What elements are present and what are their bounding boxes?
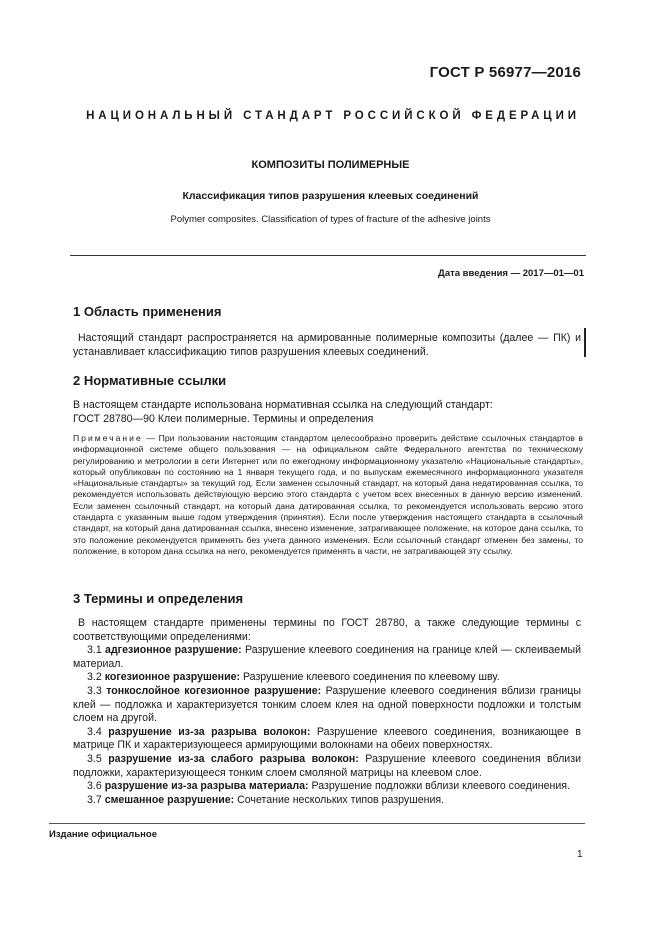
term-definition: Сочетание нескольких типов разрушения.: [234, 793, 445, 806]
term-3-4: [73, 726, 581, 753]
section1-text: [73, 332, 581, 359]
term-number: 3.6: [87, 780, 102, 793]
term-definition: Разрушение клеевого соединения, возникающее в матрице ПК и характеризующееся армирующими волокнами на обеих поверхностях.: [73, 725, 581, 752]
term-name: разрушение из-за разрыва волокон:: [108, 725, 311, 738]
section1-paragraph: Настоящий стандарт распространяется на армированные полимерные композиты (далее — ПК) и устанавливает классификацию типов разрушения клеевых соединений.: [73, 332, 581, 358]
term-3-3: [73, 685, 581, 726]
term-3-7: [73, 794, 581, 808]
term-name: разрушение из-за слабого разрыва волокон:: [108, 752, 359, 765]
title-english: Polymer composites. Classification of types of fracture of the adhesive joints: [170, 214, 491, 225]
term-definition: Разрушение клеевого соединения вблизи границы клей — подложка и характеризуется тонким слоем клея на одной поверхности подложки и толстым слоем на другой.: [73, 684, 581, 725]
term-number: 3.4: [87, 725, 102, 738]
national-standard-banner: НАЦИОНАЛЬНЫЙ СТАНДАРТ РОССИЙСКОЙ ФЕДЕРАЦИИ: [86, 110, 580, 122]
section2-note: [73, 433, 583, 557]
note-label: Примечание: [73, 433, 143, 443]
term-3-2: [73, 671, 581, 685]
section2-line2: ГОСТ 28780—90 Клеи полимерные. Термины и определения: [73, 412, 374, 425]
change-bar: [584, 328, 586, 357]
section3-intro: В настоящем стандарте применены термины по ГОСТ 28780, а также следующие термины с соответствующими определениями:: [73, 617, 581, 643]
term-number: 3.3: [87, 684, 102, 697]
title-sub: Классификация типов разрушения клеевых соединений: [182, 190, 479, 202]
divider-top: [70, 255, 586, 256]
title-main: КОМПОЗИТЫ ПОЛИМЕРНЫЕ: [251, 159, 410, 171]
edition-label: Издание официальное: [49, 829, 157, 840]
term-name: тонкослойное когезионное разрушение:: [106, 684, 322, 697]
section2-refs: [73, 399, 585, 426]
term-definition: Разрушение клеевого соединения вблизи подложки, характеризующееся тонким слоем смоляной матрицы на клеевом слое.: [73, 752, 581, 779]
term-name: смешанное разрушение:: [104, 793, 235, 806]
term-number: 3.1: [87, 644, 102, 657]
term-number: 3.7: [87, 793, 102, 806]
term-3-6: [73, 780, 581, 794]
term-number: 3.2: [87, 671, 102, 684]
term-definition: Разрушение клеевого соединения на границе клей — склеиваемый материал.: [73, 644, 582, 670]
term-3-1: [73, 644, 581, 671]
term-3-5: [73, 753, 581, 780]
section2-heading: 2 Нормативные ссылки: [73, 373, 227, 388]
doc-number: ГОСТ Р 56977—2016: [429, 64, 581, 81]
section1-heading: 1 Область применения: [73, 304, 222, 319]
term-definition: Разрушение подложки вблизи клеевого соединения.: [308, 780, 570, 793]
term-name: когезионное разрушение:: [104, 671, 241, 684]
term-number: 3.5: [87, 752, 102, 765]
section3-body: [73, 617, 581, 807]
section2-line1: В настоящем стандарте использована нормативная ссылка на следующий стандарт:: [73, 399, 493, 411]
divider-bottom: [49, 823, 585, 824]
section3-heading: 3 Термины и определения: [73, 591, 244, 606]
term-name: разрушение из-за разрыва материала:: [104, 780, 309, 793]
note-text: — При пользовании настоящим стандартом целесообразно проверить действие ссылочных стандартов в информационной системе общего пользования — на официальном сайте Федерального агентства по техническому регулированию и метрологии в сети Интернет или по ежегодному информационному указателю «Национальные стандарты», который опубликован по состоянию на 1 января текущего года, и по выпускам ежемесячного информационного указателя «Национальные стандарты» за текущий год. Если заменен ссылочный стандарт, на который дана недатированная ссылка, то рекомендуется использовать действующую версию этого стандарта с учетом всех внесенных в данную версию изменений. Если заменен ссылочный стандарт, на который дана датированная ссылка, то рекомендуется использовать версию этого стандарта с указанным выше годом утверждения (принятия). Если после утверждения настоящего стандарта в ссылочный стандарт, на который дана датированная ссылка, внесено изменение, затрагивающее положение, на которое дана ссылка, то это положение рекомендуется применять без учета данного изменения. Если ссылочный стандарт отменен без замены, то положение, в котором дана ссылка на него, рекомендуется применять в части, не затрагивающей эту ссылку.: [73, 433, 583, 556]
term-name: адгезионное разрушение:: [105, 644, 242, 657]
page-number: 1: [577, 849, 583, 860]
term-definition: Разрушение клеевого соединения по клеевому шву.: [240, 671, 500, 684]
intro-date: Дата введения — 2017—01—01: [438, 268, 584, 279]
